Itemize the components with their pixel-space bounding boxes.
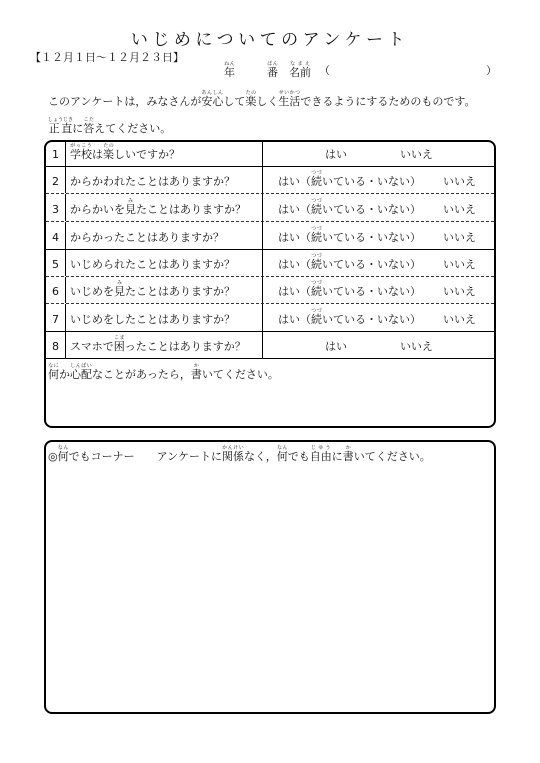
kanji-text: 楽 [103,148,114,161]
answer-no: いいえ [443,203,476,216]
survey-row [46,193,494,221]
furigana-word [224,61,235,79]
furigana-word [311,253,322,271]
answer-yes [278,280,421,302]
furigana-reading: なまえ [289,61,311,67]
furigana-reading: つづ [311,198,322,204]
furigana-word [278,90,301,108]
free-comment-box [44,440,496,714]
furigana-reading: なん [276,445,288,451]
survey-row [46,166,494,193]
answer-options [263,142,494,166]
furigana-reading: か [190,363,202,369]
answer-yes [278,198,421,220]
text-segment: いじめをしたことはありますか？ [70,313,235,326]
row-number: 4 [46,222,66,249]
furigana-word [190,363,202,381]
answer-options [263,250,494,276]
kanji-text: 学校 [70,148,92,161]
text-segment: なく， [243,450,277,463]
row-number: 7 [46,304,66,331]
furigana-reading: つづ [311,280,322,286]
text-segment: はい（ [278,258,311,271]
furigana-reading: せいかつ [278,90,301,96]
text-segment: からかいを [70,203,125,216]
furigana-reading: み [125,198,136,204]
kanji-text: 正直 [48,122,74,135]
kanji-text: 続 [311,203,322,216]
kanji-text: 続 [311,313,322,326]
furigana-reading: なに [48,363,59,369]
text-segment: いてください。 [353,450,431,463]
question-text [66,222,263,249]
grade-label [224,61,235,83]
text-segment: か [59,368,70,381]
furigana-word [309,445,332,463]
furigana-reading: しょうじき [48,117,74,123]
furigana-word [70,363,92,381]
text-segment: いている・いない） [322,203,421,216]
answer-no: いいえ [443,285,476,298]
furigana-word [289,61,311,79]
furigana-reading: つづ [311,170,322,176]
furigana-word [83,117,95,135]
text-segment: いている・いない） [322,258,421,271]
answer-yes [278,308,421,330]
answer-no: いいえ [443,313,476,326]
free-comment-prompt [48,445,492,467]
answer-options [263,194,494,221]
survey-row [46,142,494,166]
furigana-reading: こま [113,335,125,341]
text-segment: ◎ [48,450,58,463]
text-segment: いている・いない） [322,175,421,188]
row-number: 2 [46,167,66,193]
furigana-word [311,308,322,326]
survey-rows [46,142,494,358]
survey-row [46,249,494,276]
answer-options [263,304,494,331]
furigana-reading: しんぱい [70,363,92,369]
furigana-word [114,335,125,357]
furigana-word [48,363,59,381]
question-text [66,277,263,303]
furigana-reading: み [114,280,125,286]
answer-yes [278,253,421,275]
text-segment: スマホで [70,340,114,353]
text-segment: なことがあったら， [92,368,191,381]
question-text [66,250,263,276]
intro-text-line1 [48,90,475,112]
page-title: いじめについてのアンケート [130,30,410,50]
row-number: 8 [46,332,66,358]
text-segment: はい（ [278,203,311,216]
answer-yes [325,145,347,165]
furigana-word [48,117,74,135]
row-number: 1 [46,142,66,166]
text-segment: いじめを [70,285,114,298]
name-field-open-paren: （ [319,64,330,77]
row-number: 6 [46,277,66,303]
text-segment: は [92,148,103,161]
text-segment: に [331,450,343,463]
question-text [66,142,263,166]
text-segment: いてください。 [201,368,279,381]
kanji-text: 心配 [70,368,92,381]
kanji-text: 生活 [278,95,301,108]
furigana-word [267,61,278,79]
furigana-word [311,198,322,216]
furigana-word [57,445,69,463]
answer-yes [278,170,421,192]
name-label [289,61,311,83]
answer-no: いいえ [443,175,476,188]
kanji-text: 続 [311,285,322,298]
kanji-text: 書 [190,368,202,381]
furigana-reading: つづ [311,253,322,259]
survey-row [46,303,494,331]
text-segment: たことはありますか？ [136,203,246,216]
worries-prompt [48,363,492,385]
furigana-word [103,143,114,165]
text-segment: はい（ [278,313,311,326]
kanji-text: 何 [57,450,69,463]
text-segment: はい（ [278,231,311,244]
furigana-reading: ばん [267,61,278,67]
text-segment: しく [256,95,279,108]
survey-table [44,140,496,428]
row-number: 3 [46,194,66,221]
furigana-word [125,198,136,220]
intro-text-line2 [48,117,171,139]
furigana-reading: こた [83,117,95,123]
furigana-reading: なん [57,445,69,451]
answer-options [263,167,494,193]
kanji-text: 書 [342,450,354,463]
answer-no: いいえ [443,258,476,271]
kanji-text: 年 [224,66,235,79]
class-number-label [267,61,278,83]
text-segment: はい [325,340,347,353]
furigana-word [70,143,92,165]
furigana-word [311,170,322,188]
question-text [66,304,263,331]
answer-no: いいえ [400,148,433,161]
kanji-text: 安心 [201,95,224,108]
furigana-reading: か [342,445,354,451]
answer-no: いいえ [400,340,433,353]
survey-row [46,331,494,358]
furigana-word [201,90,224,108]
text-segment: に [72,122,84,135]
kanji-text: 自由 [309,450,332,463]
text-segment: はい（ [278,285,311,298]
survey-row [46,221,494,249]
answer-options [263,222,494,249]
text-segment: たことはありますか？ [125,285,235,298]
answer-yes [325,337,347,357]
survey-row [46,276,494,303]
answer-options [263,277,494,303]
kanji-text: 続 [311,258,322,271]
answer-options [263,332,494,358]
name-field-close-paren: ） [486,64,497,77]
text-segment: えてください。 [94,122,172,135]
furigana-word [342,445,354,463]
furigana-word [311,226,322,244]
text-segment: でもコーナー アンケートに [68,450,222,463]
text-segment: いじめられたことはありますか？ [70,258,235,271]
row-number: 5 [46,250,66,276]
kanji-text: 続 [311,175,322,188]
kanji-text: 何 [48,368,59,381]
furigana-reading: たの [245,90,257,96]
kanji-text: 何 [276,450,288,463]
kanji-text: 続 [311,231,322,244]
text-segment: いている・いない） [322,231,421,244]
text-segment: はい [325,148,347,161]
text-segment: ったことはありますか？ [124,340,246,353]
text-segment: このアンケートは，みなさんが [48,95,202,108]
text-segment: からかわれたことはありますか？ [70,175,235,188]
answer-yes [278,226,421,248]
furigana-word [311,280,322,298]
survey-period: 【１２月１日～１２月２３日】 [30,51,184,64]
text-segment: からかったことはありますか？ [70,231,224,244]
kanji-text: 困 [113,340,125,353]
furigana-reading: つづ [311,308,322,314]
furigana-reading: あんしん [201,90,224,96]
text-segment: いている・いない） [322,285,421,298]
furigana-reading: ねん [224,61,235,67]
furigana-word [114,280,125,302]
furigana-word [276,445,288,463]
text-segment: いている・いない） [322,313,421,326]
furigana-reading: じゆう [309,445,332,451]
question-text [66,194,263,221]
text-segment: できるようにするためのものです。 [300,95,476,108]
furigana-reading: つづ [311,226,322,232]
text-segment: はい（ [278,175,311,188]
kanji-text: 見 [125,203,136,216]
worries-writing-area [46,358,494,428]
furigana-reading: たの [103,143,114,149]
question-text [66,167,263,193]
furigana-word [221,445,244,463]
furigana-reading: がっこう [70,143,92,149]
question-text [66,332,263,358]
furigana-word [245,90,257,108]
kanji-text: 番 [267,66,278,79]
text-segment: して [223,95,246,108]
text-segment: でも [287,450,310,463]
text-segment: しいですか？ [114,148,180,161]
kanji-text: 答 [83,122,95,135]
kanji-text: 楽 [245,95,257,108]
kanji-text: 名前 [289,66,311,79]
kanji-text: 見 [114,285,125,298]
furigana-reading: かんけい [221,445,244,451]
answer-no: いいえ [443,231,476,244]
kanji-text: 関係 [221,450,244,463]
